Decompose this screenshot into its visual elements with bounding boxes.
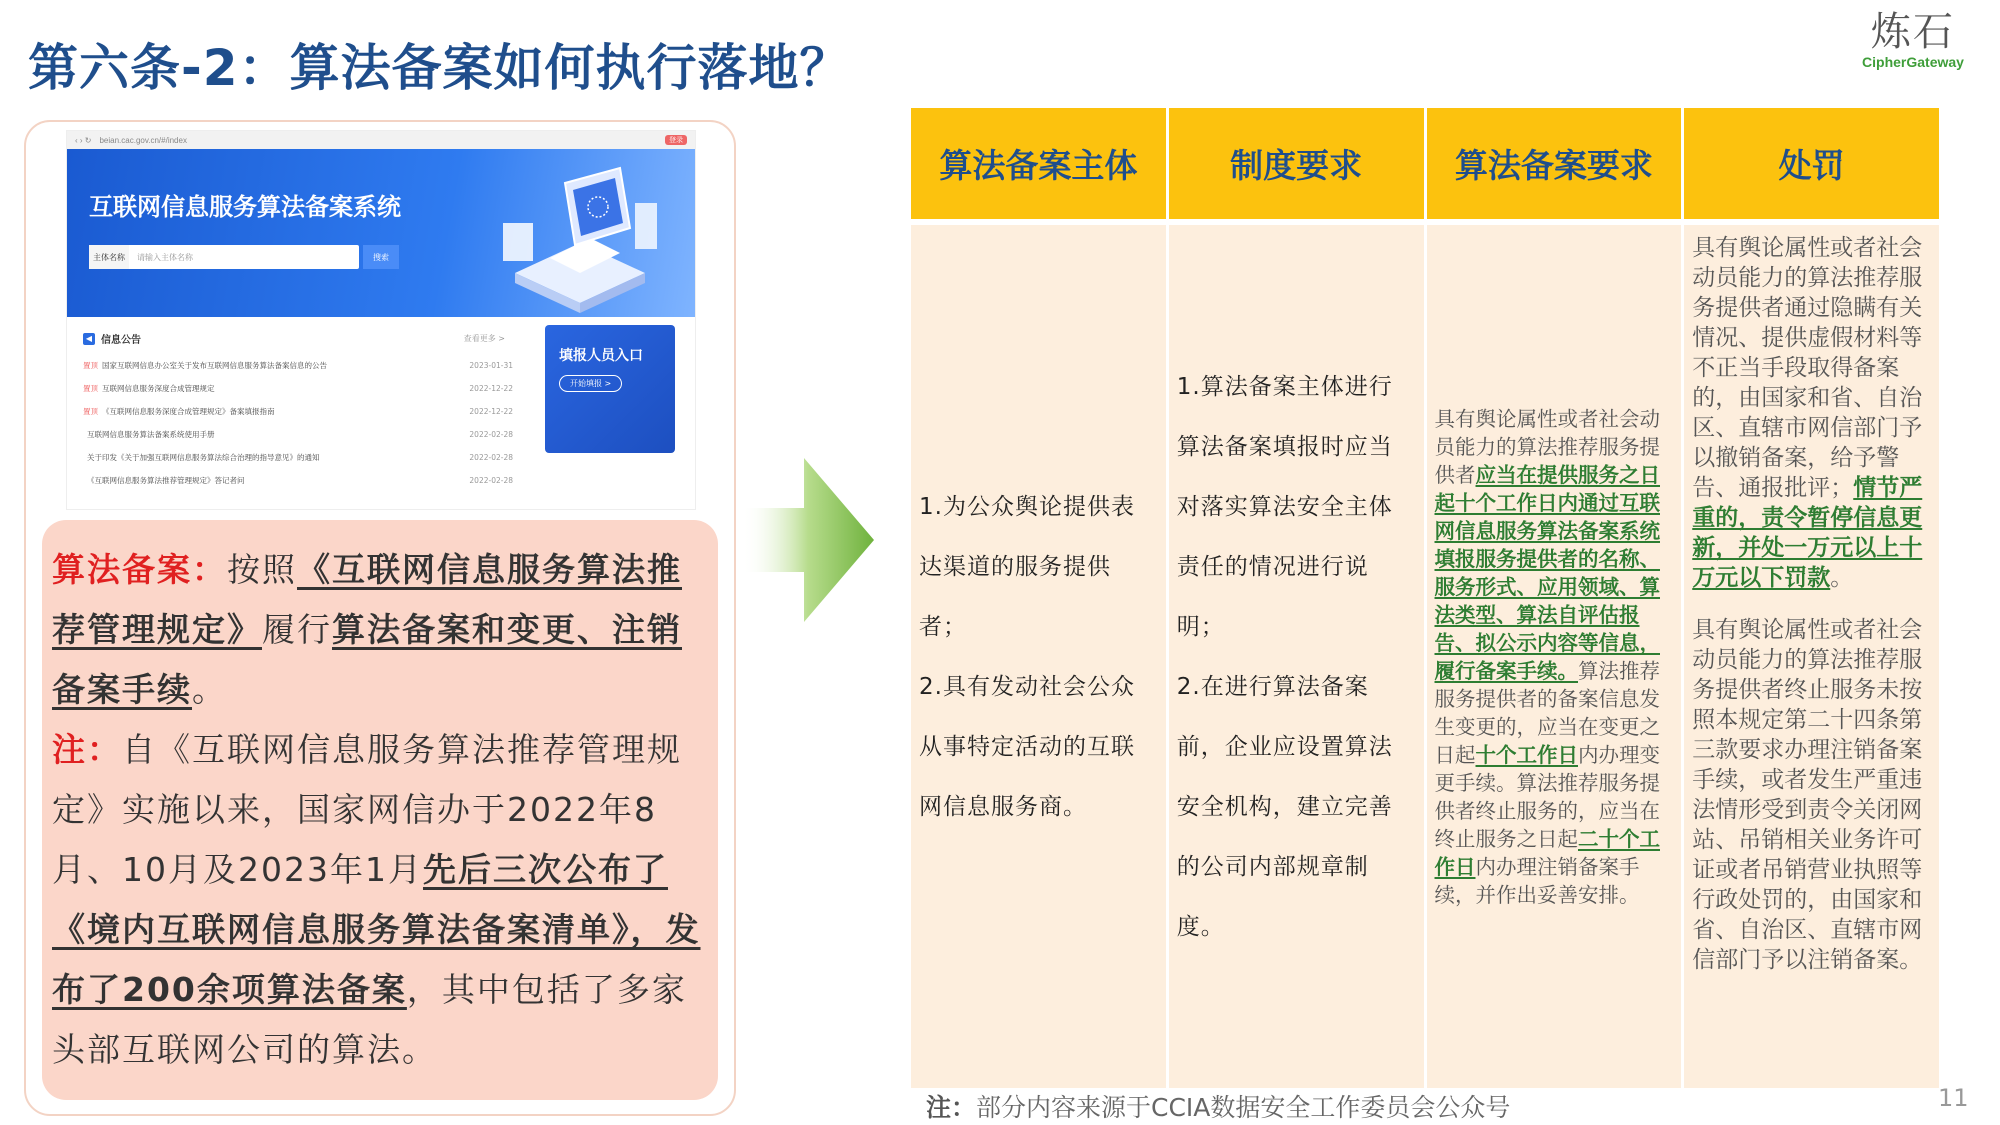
- footnote: [926, 1088, 1510, 1124]
- search-label: 主体名称: [89, 245, 129, 269]
- list-item: [83, 446, 513, 469]
- page-title: 第六条-2：算法备案如何执行落地？: [28, 39, 851, 97]
- notice-text: 国家互联网信息办公室关于发布互联网信息服务算法备案信息的公告: [102, 361, 327, 370]
- banner-title: 互联网信息服务算法备案系统: [89, 193, 401, 221]
- list-item: [83, 354, 513, 377]
- subject-item: 1.为公众舆论提供表达渠道的服务提供者；: [919, 493, 1135, 640]
- note-regulation: 《互联网信息服务算法推荐管理规定》: [52, 550, 682, 649]
- penalty-text: 。: [1830, 565, 1854, 591]
- search-button: 搜索: [363, 245, 399, 269]
- login-button: 登录: [665, 135, 687, 145]
- note-label-algorithm: 算法备案：: [52, 550, 227, 589]
- header-filing: 算法备案要求: [1425, 108, 1683, 222]
- list-item: [83, 469, 513, 492]
- system-item: 2.在进行算法备案前，企业应设置算法安全机构，建立完善的公司内部规章制度。: [1176, 673, 1393, 940]
- banner-search: [89, 245, 359, 269]
- right-arrow-icon: [742, 458, 874, 622]
- cell-subject: [910, 222, 1168, 1088]
- list-item: [83, 423, 513, 446]
- note-paragraph-2: [52, 720, 706, 1080]
- filing-highlight: 应当在提供服务之日起十个工作日内通过互联网信息服务算法备案系统填报服务提供者的名称、服务形式、应用领域、算法类型、算法自评估报告、拟公示内容等信息，履行备案手续。: [1434, 462, 1660, 683]
- notice-text: 《互联网信息服务算法推荐管理规定》答记者问: [87, 476, 245, 485]
- note-text: 。: [192, 670, 227, 709]
- header-system: 制度要求: [1167, 108, 1425, 222]
- filing-text: 具有舆论属性或者社会动员能力的算法推荐服务提供者: [1434, 406, 1660, 487]
- list-item: [83, 377, 513, 400]
- notice-text: 互联网信息服务深度合成管理规定: [102, 384, 215, 393]
- penalty-text: 具有舆论属性或者社会动员能力的算法推荐服务提供者终止服务未按照本规定第二十四条第三款要求办理注销备案手续，或者发生严重违法情形受到责令关闭网站、吊销相关业务许可证或者吊销营业执照等行政处罚的，由国家和省、自治区、直辖市网信部门予以注销备案。: [1692, 617, 1923, 973]
- system-item: 1.算法备案主体进行算法备案填报时应当对落实算法安全主体责任的情况进行说明；: [1176, 373, 1393, 640]
- page-number: 11: [1938, 1084, 1969, 1112]
- notice-date: 2022-02-28: [469, 453, 513, 462]
- notice-date: 2023-01-31: [469, 361, 513, 370]
- note-text: 自《互联网信息服务算法推荐管理规定》实施以来，国家网信办于2022年8月、10月及2023年1月: [52, 730, 682, 889]
- notice-date: 2022-12-22: [469, 384, 513, 393]
- entry-title: 填报人员入口: [559, 348, 643, 364]
- filing-highlight: 十个工作日: [1475, 742, 1578, 767]
- notice-date: 2022-12-22: [469, 407, 513, 416]
- note-label-remark: 注：: [52, 730, 122, 769]
- table-row: [910, 222, 1941, 1088]
- cell-system: [1167, 222, 1425, 1088]
- header-subject: 算法备案主体: [910, 108, 1168, 222]
- subject-item: 2.具有发动社会公众从事特定活动的互联网信息服务商。: [919, 673, 1135, 820]
- notice-text: 关于印发《关于加强互联网信息服务算法综合治理的指导意见》的通知: [87, 453, 320, 462]
- notice-more-link: 查看更多 >: [463, 334, 505, 343]
- notice-area: [67, 317, 695, 510]
- browser-url: beian.cac.gov.cn/#/index: [99, 135, 187, 145]
- notice-text: 《互联网信息服务深度合成管理规定》备案填报指南: [102, 407, 275, 416]
- notice-text: 互联网信息服务算法备案系统使用手册: [87, 430, 215, 439]
- nav-arrows-icon: ‹ › ↻: [75, 135, 92, 145]
- note-box: [42, 520, 718, 1100]
- notice-list: [83, 354, 513, 492]
- logo: [1848, 8, 1978, 70]
- cell-filing: [1425, 222, 1683, 1088]
- note-text: 按照: [227, 550, 297, 589]
- footnote-label: 注：: [926, 1093, 977, 1122]
- cell-penalty: [1683, 222, 1941, 1088]
- note-text: 履行: [262, 610, 332, 649]
- notice-title: 信息公告: [101, 335, 141, 346]
- notice-tag: 置顶: [83, 407, 98, 416]
- notice-date: 2022-02-28: [469, 476, 513, 485]
- filing-text: 内办理变更手续。算法推荐服务提供者终止服务的，应当在终止服务之日起: [1434, 742, 1660, 851]
- browser-bar: [67, 131, 695, 149]
- note-highlight: 先后三次公布了《境内互联网信息服务算法备案清单》，发布了200余项算法备案: [52, 850, 701, 1009]
- search-placeholder: 请输入主体名称: [137, 252, 193, 262]
- requirements-table: [908, 108, 1942, 1088]
- footnote-text: 部分内容来源于CCIA数据安全工作委员会公众号: [976, 1093, 1511, 1122]
- note-procedures: 算法备案和变更、注销备案手续: [52, 610, 682, 709]
- filing-text: 算法推荐服务提供者的备案信息发生变更的，应当在变更之日起: [1434, 658, 1660, 767]
- system-banner: [67, 149, 695, 317]
- note-text: ，其中包括了多家头部互联网公司的算法。: [52, 970, 687, 1069]
- filing-highlight: 二十个工作日: [1434, 826, 1660, 879]
- filing-text: 内办理注销备案手续，并作出妥善安排。: [1434, 854, 1640, 907]
- entry-card: [545, 325, 675, 453]
- penalty-text: 具有舆论属性或者社会动员能力的算法推荐服务提供者通过隐瞒有关情况、提供虚假材料等不正当手段取得备案的，由国家和省、自治区、直辖市网信部门予以撤销备案，给予警告、通报批评；: [1692, 235, 1923, 501]
- system-screenshot: [66, 130, 696, 510]
- table-header-row: [910, 108, 1941, 222]
- note-paragraph-1: [52, 540, 706, 720]
- logo-cn: 炼石: [1871, 9, 1955, 55]
- speaker-icon: ◀: [83, 333, 95, 345]
- notice-tag: 置顶: [83, 361, 98, 370]
- isometric-computer-icon: [495, 163, 665, 313]
- logo-en: CipherGateway: [1862, 54, 1964, 70]
- entry-button: 开始填报 >: [559, 375, 622, 392]
- notice-date: 2022-02-28: [469, 430, 513, 439]
- header-penalty: 处罚: [1683, 108, 1941, 222]
- notice-tag: 置顶: [83, 384, 98, 393]
- penalty-highlight: 情节严重的，责令暂停信息更新，并处一万元以上十万元以下罚款: [1692, 475, 1923, 591]
- list-item: [83, 400, 513, 423]
